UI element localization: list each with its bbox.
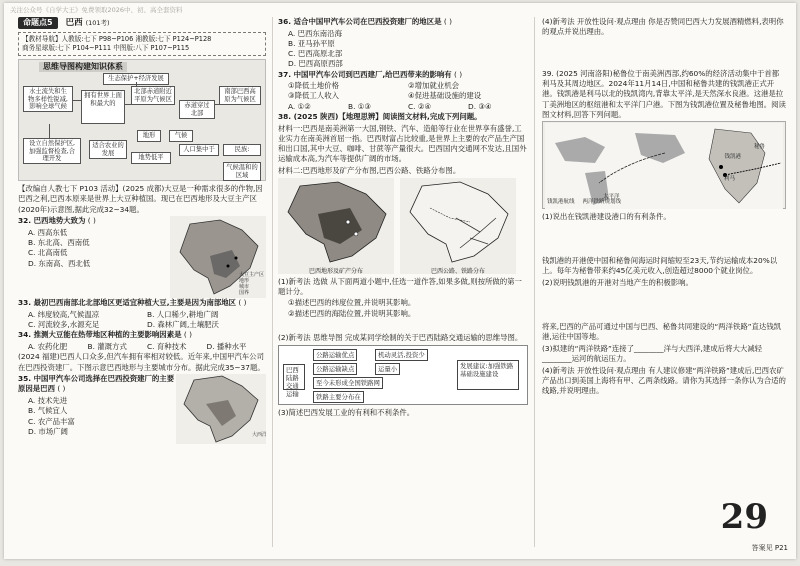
answer-paren: ( ) — [443, 17, 452, 26]
mind-map-node: 适合农业的发展 — [89, 140, 127, 159]
question-32 — [18, 216, 170, 226]
column-divider — [272, 17, 273, 547]
right-column — [542, 17, 786, 398]
passage: 【改编自人教七下 P103 活动】(2025 成都)大豆是一种需求很多的作物,因巴西之利,巴西本原来是世界上大豆种植国。现已在巴西地形及大豆主产区(2020年)示意图,据此完成32~34题。 — [18, 184, 263, 214]
peru-map — [695, 123, 783, 209]
flow-node: 运量小 — [375, 363, 400, 375]
chancay-port-map — [542, 121, 786, 209]
material-2: 材料二:巴西地形及矿产分布图,巴西公路、铁路分布图。 — [278, 165, 461, 175]
map-caption: 巴西地形及矿产分布 — [308, 267, 363, 275]
options-row — [18, 342, 266, 352]
mind-map-node: 气候 — [169, 130, 193, 141]
legend-item: 大豆主产区 — [238, 272, 264, 279]
section-header — [18, 17, 266, 29]
question-39-2-intro: 钱凯港的开港使中国和秘鲁间海运时间缩短至23天,节约运输成本20%以上。每年为秘鲁带来约45亿美元收入,创造超过8000个就业岗位。 — [542, 256, 778, 276]
reference-line: 商务星球版:七下 P104~P111 中图版:八下 P107~P115 — [22, 44, 190, 53]
question-stem: 34. 推测大豆能在热带地区种植的主要影响因素是 — [18, 330, 182, 340]
flow-node: 机动灵活,投资少 — [375, 349, 428, 361]
mind-map-node: 人口集中于 — [179, 144, 219, 155]
statements-row — [278, 81, 528, 91]
legend-item: 地形 — [238, 278, 249, 285]
question-36 — [278, 17, 528, 27]
column-divider — [534, 17, 535, 547]
option-b: B. 灌溉方式 — [87, 342, 127, 352]
ocean-label: 大西洋 — [252, 432, 266, 439]
question-38-3: (3)简述巴西发展工业的有利和不利条件。 — [278, 407, 415, 417]
material-1: 材料一:巴西是南美洲第一大国,钢铁、汽车、造船等行业在世界享有盛誉,工业实力在南美洲首屈一指。巴西财富占比较重,是世界上主要的农产品生产国和出口国,其中大豆、咖啡、甘蔗等产量很大。巴西国内交通网不发达,且国外运输成本高,为汽车等提供广阔的市场。 — [278, 123, 527, 164]
flow-node: 至今未形成全国铁路网 — [313, 377, 383, 389]
mind-map-node: 设立自然保护区,加强监督检查,合理开发 — [23, 138, 81, 164]
q32-33-block — [18, 216, 266, 298]
question-37 — [278, 70, 528, 80]
option-a: A. 农药化肥 — [28, 342, 68, 352]
answer-space — [542, 224, 786, 256]
answer-paren: ( ) — [454, 69, 463, 79]
statement: ②增加就业机会 — [408, 81, 459, 91]
legend-item: 钱凯港航线 — [547, 199, 575, 206]
question-39-2: (2)说明钱凯港的开港对当地产生的积极影响。 — [542, 278, 693, 288]
answer-paren: ( ) — [87, 216, 96, 226]
answer-paren: ( ) — [183, 330, 192, 340]
mind-map-node: 民族: — [223, 144, 261, 155]
option-d: D. 东南高、西北低 — [28, 258, 91, 268]
flow-node: 公路运输缺点 — [313, 363, 357, 375]
option-b: B. 人口稀少,耕地广阔 — [147, 310, 219, 320]
question-39-head: 39. (2025 河南洛阳)秘鲁位于南美洲西部,约60%的经济活动集中于首都利马及其周边地区。2024年11月14日,中国和秘鲁共建的钱凯港正式开港。钱凯港是利马以北的钱凯湾内,背靠太平洋,是天然深水良港。这港是拉丁美洲地区的枢纽港和太平洋门户港。下图为钱凯港位置及秘鲁地图。阅读图文材料,回答下列问题。 — [542, 68, 786, 119]
map-label: 钱凯港 — [724, 154, 741, 161]
question-39-3-intro: 将来,巴西的产品可通过中国与巴西、秘鲁共同建设的“两洋铁路”直达钱凯港,运往中国等地。 — [542, 321, 782, 341]
question-stem: 36. 适合中国甲汽车公司在巴西投资建厂的地区是 — [278, 17, 442, 26]
option-b: B. 东北高、西南低 — [28, 238, 90, 248]
flow-node: 铁路主要分布在 — [313, 391, 364, 403]
mind-map-node: 地形 — [137, 130, 161, 141]
middle-column — [278, 17, 528, 419]
terrain-mineral-map — [278, 178, 394, 274]
q38-maps — [278, 178, 528, 274]
option-b: B. 气候宜人 — [28, 406, 68, 416]
option-c: C. 育种技术 — [147, 342, 187, 352]
map-label: 利马 — [723, 176, 735, 183]
legend-item: 两洋铁路规划线 — [582, 199, 622, 206]
mind-map — [18, 59, 266, 181]
mind-map-node: 水土流失和生物多样性锐减,影响全球气候 — [23, 86, 73, 112]
section-number: 命题点5 — [18, 17, 58, 29]
left-column — [18, 17, 266, 444]
answer-space — [542, 290, 786, 322]
flow-root: 巴西陆路交通运输 — [283, 364, 305, 390]
q35-block — [18, 374, 266, 444]
brazil-terrain-graphic — [176, 374, 266, 444]
brazil-soybean-map — [170, 216, 266, 298]
road-rail-map — [400, 178, 516, 274]
connector — [215, 104, 219, 105]
option-c: C. 北高南低 — [28, 248, 68, 258]
option-d: D. ③④ — [468, 101, 492, 111]
question-stem: 33. 最初巴西南部北北部地区更适宜种植大豆,主要是因为南部地区 — [18, 298, 237, 308]
option-c: C. 巴西高原北部 — [288, 49, 343, 59]
answer-space — [542, 39, 786, 69]
mind-map-title: 思维导图构建知识体系 — [39, 62, 127, 72]
map-label: 秘鲁 — [753, 144, 765, 151]
connector — [73, 100, 81, 101]
question-stem: 32. 巴西地势大致为 — [18, 216, 86, 226]
terrain-mineral-graphic — [278, 178, 394, 264]
option-d: D. 市场广阔 — [28, 426, 68, 436]
connector — [125, 104, 131, 105]
legend-item: 城市 — [238, 284, 249, 291]
question-34 — [18, 330, 266, 340]
question-stem: 37. 中国甲汽车公司到巴西建厂,给巴西带来的影响有 — [278, 69, 452, 79]
connector — [136, 82, 137, 87]
question-39-4: (4)新考法 开放性设问·观点理由 有人建议修建“两洋铁路”建成后,巴西农矿产品出口到美国上海将有甲、乙两条线路。请你为其选择一条你认为合适的线路,并说明理由。 — [542, 365, 786, 395]
options-row — [278, 102, 528, 112]
option-c: C. 河流较多,水源充足 — [28, 320, 100, 330]
options-row — [18, 320, 266, 330]
option-a: A. 技术先进 — [28, 396, 68, 406]
flow-diagram — [278, 345, 528, 405]
option-b: B. ①③ — [348, 101, 372, 111]
option-c: C. ②④ — [408, 101, 432, 111]
passage-2: (2024 福建)巴西人口众多,但汽车拥有率相对较低。近年来,中国甲汽车公司在巴西投资建厂。下图示意巴西地形与主要城市分布。据此完成35~37题。 — [18, 352, 265, 372]
mind-map-node: 气候温和的区域 — [223, 162, 261, 181]
question-39-3: (3)拟建的“两洋铁路”连接了________洋与大西洋,建成后将大大减轻________运河的航运压力。 — [542, 343, 763, 363]
q35-text — [18, 374, 176, 444]
map-legend — [547, 197, 621, 207]
option-d: D. 播种水平 — [206, 342, 247, 352]
statement: ③降低工人收入 — [288, 91, 339, 101]
reference-line: 【教材导航】人教版:七下 P98~P106 湘教版:七下 P124~P128 — [22, 35, 212, 44]
section-title-text: 巴西 — [65, 18, 83, 28]
question-38-1b: ②描述巴西的海陆位置,并说明其影响。 — [288, 308, 416, 318]
map-legend — [239, 272, 264, 296]
option-a: A. 巴西东南沿海 — [288, 28, 342, 38]
connector — [49, 124, 50, 138]
option-a: A. 纬度较高,气候温凉 — [28, 310, 100, 320]
question-38-4: (4)新考法 开放性设问·观点理由 你是否赞同巴西大力发展酒精燃料,表明你的观点并说出理由。 — [542, 17, 784, 37]
watermark: 关注公众号《自学大王》免费领取2026中、初、高全套资料 — [10, 6, 183, 14]
flow-node: 公路运输优点 — [313, 349, 357, 361]
question-38-2: (2)新考法 思维导图 完成某同学绘制的关于巴西陆路交通运输的思维导图。 — [278, 332, 523, 342]
question-38-1a: ①描述巴西的纬度位置,并说明其影响。 — [288, 298, 416, 308]
flow-suggestion: 发展建议:加强铁路基础设施建设 — [457, 360, 519, 390]
page-number: 29 — [720, 497, 768, 537]
statement: ①降低土地价格 — [288, 81, 339, 91]
q32-33-text — [18, 216, 170, 298]
map-label: 太平洋 — [603, 194, 620, 201]
section-count: (101考) — [85, 19, 110, 27]
question-38-head: 38. (2025 陕西)【地理思辨】阅读图文材料,完成下列问题。 — [278, 111, 482, 121]
statements-row — [278, 91, 528, 101]
option-d: D. 巴西高原西部 — [288, 59, 343, 69]
question-39-1: (1)说出在钱凯港建设港口的有利条件。 — [542, 212, 671, 222]
option-d: D. 森林广阔,土壤肥沃 — [147, 320, 219, 330]
mind-map-node: 拥有世界上面积最大的 — [81, 90, 125, 124]
map-caption: 巴西公路、铁路分布 — [430, 267, 485, 275]
mind-map-node: 生态保护+经济发展 — [103, 73, 169, 84]
question-35 — [18, 374, 176, 394]
mind-map-node: 南部巴西高原为气候区 — [219, 86, 261, 105]
answer-paren: ( ) — [57, 384, 66, 394]
mind-map-node: 地势低平 — [131, 152, 171, 163]
option-c: C. 农产品丰富 — [28, 416, 75, 426]
question-33 — [18, 298, 266, 308]
road-rail-graphic — [400, 178, 516, 264]
answer-reference: 答案见 P21 — [751, 544, 788, 552]
legend-item: 国界 — [238, 290, 249, 297]
mind-map-node: 赤道穿过北部 — [179, 100, 215, 119]
option-a: A. ①② — [288, 101, 311, 111]
mind-map-node: 北部赤道附近平原为气候区 — [131, 86, 175, 105]
options-row — [18, 310, 266, 320]
statement: ④促进基础设施的建设 — [408, 91, 482, 101]
answer-paren: ( ) — [238, 298, 247, 308]
brazil-terrain-map — [176, 374, 266, 444]
textbook-reference — [18, 32, 266, 56]
option-b: B. 亚马孙平原 — [288, 38, 335, 48]
exam-page — [4, 3, 796, 559]
question-stem: 35. 中国甲汽车公司选择在巴西投资建厂的主要原因是巴西 — [18, 374, 175, 394]
section-title — [66, 18, 110, 28]
option-a: A. 西高东低 — [28, 228, 68, 238]
question-38-1: (1)新考法 选做 从下面两道小题中,任选一道作答,如果多做,则按所做的第一题计分。 — [278, 276, 522, 296]
